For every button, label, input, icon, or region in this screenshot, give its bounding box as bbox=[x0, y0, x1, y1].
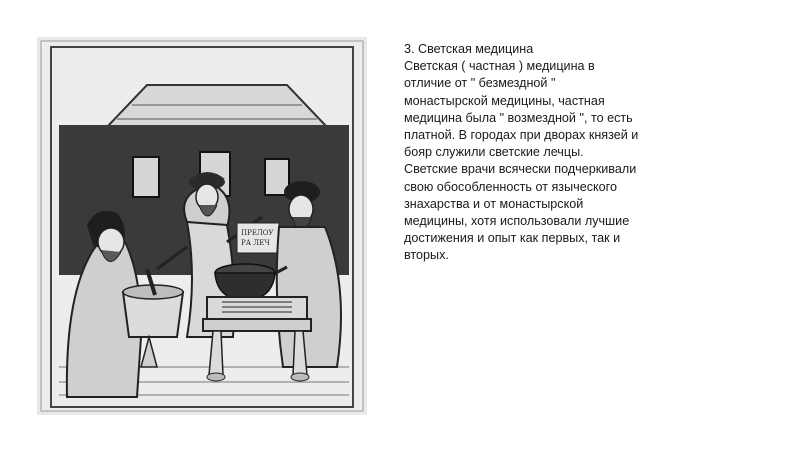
sign-text-2: РА ЛЕЧ bbox=[241, 239, 270, 247]
article-text bbox=[404, 41, 724, 265]
text-line: монастырской медицины, частная bbox=[404, 93, 605, 108]
sign-text-1: ПРЕЛОУ bbox=[241, 229, 274, 237]
historical-illustration bbox=[37, 37, 367, 415]
section-heading: 3. Светская медицина bbox=[404, 42, 534, 56]
text-line: медицина была " возмездной ", то есть bbox=[404, 110, 633, 125]
text-line: медицины, хотя использовали лучшие bbox=[404, 214, 630, 229]
text-line: платной. В городах при дворах князей и bbox=[404, 128, 639, 143]
text-line: достижения и опыт как первых, так и bbox=[404, 231, 621, 246]
shop-sign bbox=[237, 223, 279, 253]
text-line: знахарства и от монастырской bbox=[404, 196, 584, 211]
text-line: Светские врачи всячески подчеркивали bbox=[404, 162, 637, 177]
text-line: бояр служили светские лечцы. bbox=[404, 145, 584, 160]
text-line: Светская ( частная ) медицина в bbox=[404, 59, 595, 74]
text-line: отличие от " безмездной " bbox=[404, 76, 556, 91]
text-line: свою обособленность от языческого bbox=[404, 179, 617, 194]
text-line: вторых. bbox=[404, 248, 449, 263]
